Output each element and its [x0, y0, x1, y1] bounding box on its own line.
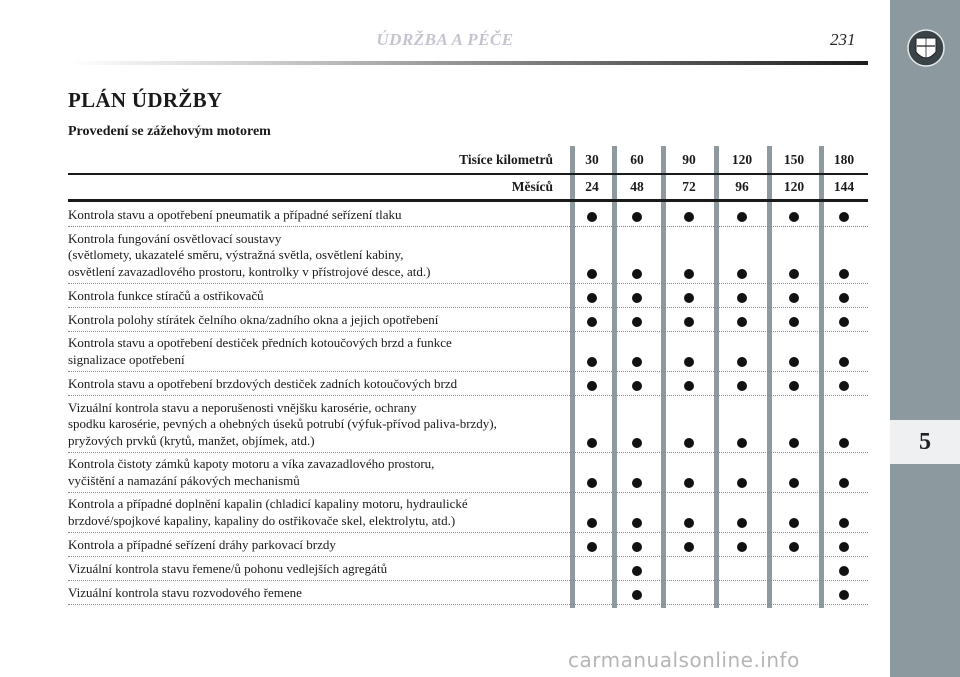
- service-mark-dot: [839, 590, 849, 600]
- service-mark-dot: [737, 381, 747, 391]
- service-mark-dot: [789, 357, 799, 367]
- service-mark-dot: [684, 357, 694, 367]
- task-description: [68, 400, 568, 450]
- months-header-value: 48: [630, 179, 644, 194]
- km-header-value: 150: [783, 152, 805, 167]
- table-row: [68, 581, 868, 605]
- months-header-value: 144: [833, 179, 855, 194]
- service-mark-dot: [632, 381, 642, 391]
- chapter-tab[interactable]: 5: [890, 420, 960, 464]
- service-mark-dot: [587, 269, 597, 279]
- task-line: vyčištění a namazání pákových mechanismů: [68, 472, 300, 488]
- service-mark-dot: [632, 269, 642, 279]
- task-line: Vizuální kontrola stavu rozvodového řemene: [68, 584, 302, 600]
- service-mark-dot: [587, 438, 597, 448]
- km-header-value: 120: [731, 152, 753, 167]
- service-mark-dot: [587, 212, 597, 222]
- service-mark-dot: [684, 518, 694, 528]
- service-mark-dot: [737, 357, 747, 367]
- service-mark-dot: [839, 212, 849, 222]
- service-mark-dot: [839, 381, 849, 391]
- table-row: [68, 396, 868, 453]
- service-mark-dot: [839, 269, 849, 279]
- service-mark-dot: [632, 438, 642, 448]
- watermark: carmanualsonline.info: [568, 648, 800, 672]
- task-description: [68, 312, 568, 329]
- table-row: [68, 557, 868, 581]
- service-mark-dot: [839, 542, 849, 552]
- service-mark-dot: [587, 357, 597, 367]
- service-mark-dot: [632, 212, 642, 222]
- service-mark-dot: [684, 542, 694, 552]
- task-line: Kontrola funkce stíračů a ostřikovačů: [68, 287, 264, 303]
- table-row: [68, 203, 868, 227]
- task-line: Kontrola a případné doplnění kapalin (chladicí kapaliny motoru, hydraulické: [68, 496, 468, 511]
- task-description: [68, 496, 568, 529]
- task-line: Kontrola a případné seřízení dráhy parkovací brzdy: [68, 536, 336, 552]
- service-mark-dot: [737, 518, 747, 528]
- table-row: [68, 227, 868, 284]
- service-mark-dot: [632, 293, 642, 303]
- task-description: [68, 288, 568, 305]
- service-mark-dot: [632, 357, 642, 367]
- km-header-value: 180: [833, 152, 855, 167]
- table-row: [68, 453, 868, 493]
- service-mark-dot: [684, 269, 694, 279]
- service-mark-dot: [684, 381, 694, 391]
- months-header-value: 24: [585, 179, 599, 194]
- km-header-label: Tisíce kilometrů: [459, 152, 553, 167]
- service-mark-dot: [684, 478, 694, 488]
- table-row: [68, 372, 868, 396]
- service-mark-dot: [632, 542, 642, 552]
- page-number: 231: [830, 30, 856, 49]
- km-header-value: 60: [630, 152, 644, 167]
- service-mark-dot: [839, 566, 849, 576]
- task-description: [68, 537, 568, 554]
- task-line: Kontrola stavu a opotřebení pneumatik a případné seřízení tlaku: [68, 206, 402, 222]
- service-mark-dot: [587, 518, 597, 528]
- service-mark-dot: [789, 293, 799, 303]
- service-mark-dot: [632, 518, 642, 528]
- page-title: PLÁN ÚDRŽBY: [68, 88, 223, 112]
- task-line: signalizace opotřebení: [68, 351, 185, 367]
- service-mark-dot: [839, 293, 849, 303]
- task-line: Kontrola stavu a opotřebení destiček předních kotoučových brzd a funkce: [68, 335, 452, 350]
- task-description: [68, 207, 568, 224]
- task-description: [68, 561, 568, 578]
- service-mark-dot: [789, 212, 799, 222]
- header-bottom-rule: [68, 199, 868, 202]
- task-line: Kontrola fungování osvětlovací soustavy: [68, 230, 282, 246]
- service-mark-dot: [684, 317, 694, 327]
- service-mark-dot: [587, 478, 597, 488]
- service-mark-dot: [789, 542, 799, 552]
- service-mark-dot: [839, 518, 849, 528]
- km-header: [68, 148, 868, 172]
- chapter-sidebar: [890, 0, 960, 677]
- task-description: [68, 335, 568, 368]
- task-description: [68, 585, 568, 602]
- service-mark-dot: [789, 381, 799, 391]
- service-mark-dot: [632, 317, 642, 327]
- task-line: Vizuální kontrola stavu a neporušenosti vnějšku karosérie, ochrany: [68, 399, 417, 415]
- table-row: [68, 308, 868, 332]
- task-line: Kontrola polohy stírátek čelního okna/zadního okna a jejich opotřebení: [68, 311, 439, 327]
- months-header-value: 120: [783, 179, 805, 194]
- running-header-title: ÚDRŽBA A PÉČE: [376, 30, 514, 49]
- km-header-value: 30: [585, 152, 599, 167]
- months-header-value: 96: [735, 179, 749, 194]
- service-mark-dot: [789, 269, 799, 279]
- header-rule: [68, 61, 868, 65]
- service-mark-dot: [684, 212, 694, 222]
- service-mark-dot: [839, 438, 849, 448]
- service-mark-dot: [737, 542, 747, 552]
- service-mark-dot: [737, 478, 747, 488]
- task-line: (světlomety, ukazatelé směru, výstražná světla, osvětlení kabiny,: [68, 247, 404, 262]
- service-mark-dot: [737, 293, 747, 303]
- task-line: Vizuální kontrola stavu řemene/ů pohonu vedlejších agregátů: [68, 560, 388, 576]
- task-line: osvětlení zavazadlového prostoru, kontrolky v přístrojové desce, atd.): [68, 263, 431, 279]
- service-mark-dot: [587, 293, 597, 303]
- service-mark-dot: [632, 566, 642, 576]
- task-line: Kontrola čistoty zámků kapoty motoru a víka zavazadlového prostoru,: [68, 456, 435, 471]
- service-mark-dot: [587, 317, 597, 327]
- service-mark-dot: [737, 438, 747, 448]
- service-mark-dot: [789, 478, 799, 488]
- service-mark-dot: [789, 317, 799, 327]
- task-description: [68, 231, 568, 281]
- service-mark-dot: [789, 518, 799, 528]
- table-row: [68, 493, 868, 533]
- table-row: [68, 284, 868, 308]
- months-header-value: 72: [682, 179, 696, 194]
- section-subtitle: Provedení se zážehovým motorem: [68, 124, 271, 139]
- service-mark-dot: [587, 381, 597, 391]
- task-line: brzdové/spojkové kapaliny, kapaliny do ostřikovače skel, elektrolytu, atd.): [68, 512, 456, 528]
- service-mark-dot: [737, 269, 747, 279]
- task-line: Kontrola stavu a opotřebení brzdových destiček zadních kotoučových brzd: [68, 375, 458, 391]
- service-mark-dot: [737, 317, 747, 327]
- service-mark-dot: [684, 293, 694, 303]
- km-header-value: 90: [682, 152, 696, 167]
- service-mark-dot: [684, 438, 694, 448]
- service-mark-dot: [839, 478, 849, 488]
- service-mark-dot: [632, 590, 642, 600]
- months-header-label: Měsíců: [511, 179, 553, 194]
- service-mark-dot: [789, 438, 799, 448]
- lancia-shield-logo-icon: [907, 28, 945, 68]
- task-description: [68, 376, 568, 393]
- task-line: spodku karosérie, pevných a ohebných úseků potrubí (výfuk-přívod paliva-brzdy),: [68, 416, 497, 431]
- service-mark-dot: [839, 357, 849, 367]
- months-header: [68, 175, 868, 199]
- service-mark-dot: [587, 542, 597, 552]
- service-mark-dot: [632, 478, 642, 488]
- table-row: [68, 332, 868, 372]
- service-mark-dot: [839, 317, 849, 327]
- task-description: [68, 456, 568, 489]
- task-line: pryžových prvků (krytů, manžet, objímek, atd.): [68, 432, 315, 448]
- table-row: [68, 533, 868, 557]
- service-mark-dot: [737, 212, 747, 222]
